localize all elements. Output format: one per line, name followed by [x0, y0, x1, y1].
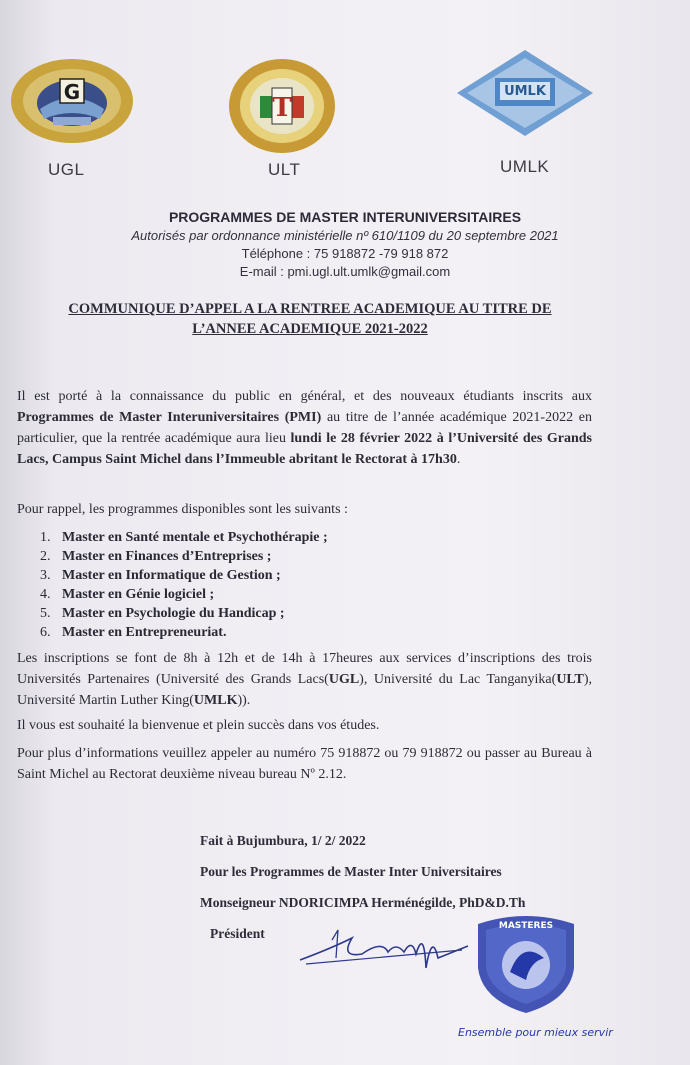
- email-line: E-mail : pmi.ugl.ult.umlk@gmail.com: [239, 264, 451, 279]
- svg-text:G: G: [63, 80, 81, 104]
- program-item: 6. Master en Entrepreneuriat.: [40, 625, 227, 640]
- authorization-line: Autorisés par ordonnance ministérielle nº 610/1109 du 20 septembre 2021: [131, 228, 559, 243]
- ult-seal-icon: [228, 58, 336, 154]
- program-item: 2. Master en Finances d’Entreprises ;: [40, 549, 272, 564]
- umlk-logo: [455, 48, 595, 138]
- stamp-shield-icon: [470, 910, 582, 1015]
- intro-text-1: Il est porté à la connaissance du public en général, et des nouveaux étudiants inscrits aux: [17, 389, 592, 404]
- communique-title: [30, 299, 590, 339]
- signatory-org: Pour les Programmes de Master Inter Universitaires: [200, 864, 502, 879]
- signature-scribble-icon: [292, 918, 472, 978]
- welcome-line: Il vous est souhaité la bienvenue et plein succès dans vos études.: [17, 718, 380, 733]
- ult-label: ULT: [268, 160, 301, 179]
- program-item: 5. Master en Psychologie du Handicap ;: [40, 606, 285, 621]
- info-paragraph: Pour plus d’informations veuillez appeler au numéro 75 918872 ou 79 918872 ou passer au Bureau à Saint Michel au Rectorat deuxième niveau bureau Nº 2.12.: [17, 746, 592, 782]
- signatory-role: Président: [210, 926, 265, 941]
- ugl-seal-icon: [10, 57, 135, 145]
- program-item: 3. Master en Informatique de Gestion ;: [40, 568, 281, 583]
- official-stamp: [470, 910, 582, 1015]
- umlk-diamond-icon: [455, 48, 595, 138]
- ugl-logo: [10, 57, 135, 145]
- svg-text:UMLK: UMLK: [504, 84, 546, 99]
- handwritten-signature: [292, 918, 472, 978]
- program-title: PROGRAMMES DE MASTER INTERUNIVERSITAIRES: [168, 209, 522, 225]
- intro-text-2: au titre de l’année académique 2021-2022 en particulier, que la rentrée académique aura lieu: [17, 410, 592, 446]
- umlk-label: UMLK: [500, 157, 550, 176]
- program-list: [40, 528, 540, 642]
- program-item: 4. Master en Génie logiciel ;: [40, 587, 215, 602]
- communique-line-1: COMMUNIQUE D’APPEL A LA RENTREE ACADEMIQUE AU TITRE DE: [68, 301, 552, 317]
- signatory-name: Monseigneur NDORICIMPA Herménégilde, PhD&D.Th: [200, 895, 526, 910]
- svg-text:MASTERES: MASTERES: [498, 921, 554, 931]
- ugl-label: UGL: [48, 160, 85, 179]
- communique-line-2: L’ANNEE ACADEMIQUE 2021-2022: [192, 321, 428, 337]
- reminder-line: Pour rappel, les programmes disponibles sont les suivants :: [17, 502, 348, 517]
- place-date: Fait à Bujumbura, 1/ 2/ 2022: [200, 833, 366, 848]
- inscriptions-paragraph: Les inscriptions se font de 8h à 12h et de 14h à 17heures aux services d’inscriptions des trois Universités Partenaires (Université des Grands Lacs(UGL), Université du Lac Tanganyika(ULT), Université Martin Luther King(UMLK)).: [17, 651, 592, 708]
- ult-logo: [228, 58, 336, 154]
- program-item: 1. Master en Santé mentale et Psychothérapie ;: [40, 530, 328, 545]
- intro-text-pmi: Programmes de Master Interuniversitaires (PMI): [17, 410, 322, 425]
- stamp-motto: Ensemble pour mieux servir: [458, 1026, 613, 1039]
- intro-text-date: lundi le 28 février 2022 à l’Université des Grands Lacs, Campus Saint Michel dans l’Immeuble abritant le Rectorat à 17h30: [17, 431, 592, 467]
- phone-line: Téléphone : 75 918872 -79 918 872: [241, 246, 449, 261]
- svg-text:T: T: [272, 93, 292, 123]
- intro-paragraph: [17, 386, 592, 470]
- intro-text-3: .: [456, 452, 461, 467]
